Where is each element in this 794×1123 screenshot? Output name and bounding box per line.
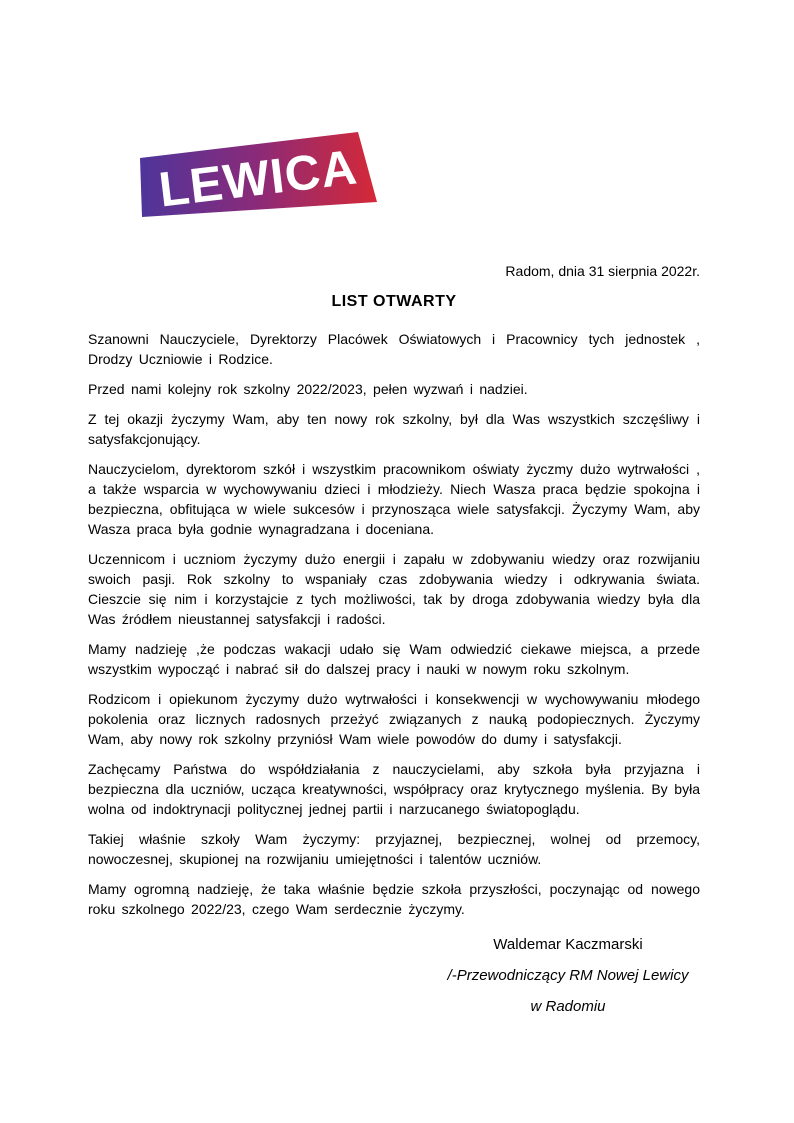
letter-paragraph-students: Uczennicom i uczniom życzymy dużo energii i zapału w zdobywaniu wiedzy oraz rozwijaniu swoich pasji. Rok szkolny to wspaniały czas zdobywania wiedzy i odkrywania świata. Cieszcie się nim i korzystajcie z tych możliwości, tak by droga zdobywania wiedzy była dla Was źródłem nieustannej satysfakcji i radości. (88, 551, 700, 627)
signature-role: /-Przewodniczący RM Nowej Lewicy (447, 967, 689, 984)
signature-name: Waldemar Kaczmarski (493, 936, 643, 953)
letter-paragraph-new-year: Przed nami kolejny rok szkolny 2022/2023, pełen wyzwań i nadziei. (88, 381, 528, 397)
lewica-logo-text: LEWICA (156, 140, 361, 218)
letter-paragraph-school-vision: Takiej właśnie szkoły Wam życzymy: przyjaznej, bezpiecznej, wolnej od przemocy, nowoczesnej, skupionej na rozwijaniu umiejętności i talentów uczniów. (88, 831, 700, 867)
letter-paragraph-closing: Mamy ogromną nadzieję, że taka właśnie będzie szkoła przyszłości, poczynając od nowego roku szkolnego 2022/23, czego Wam serdecznie życzymy. (88, 881, 700, 917)
signature-place: w Radomiu (530, 998, 606, 1015)
letter-paragraph-holidays: Mamy nadzieję ,że podczas wakacji udało się Wam odwiedzić ciekawe miejsca, a przede wszystkim wypocząć i nabrać sił do dalszej pracy i nauki w nowym roku szkolnym. (88, 641, 700, 677)
letter-paragraph-cooperation: Zachęcamy Państwa do współdziałania z nauczycielami, aby szkoła była przyjazna i bezpieczna dla uczniów, ucząca kreatywności, współpracy oraz krytycznego myślenia. By była wolna od indoktrynacji politycznej jednej partii i narzucanego światopoglądu. (88, 761, 700, 817)
letter-title: LIST OTWARTY (331, 293, 457, 310)
letter-paragraph-wishes-all: Z tej okazji życzymy Wam, aby ten nowy rok szkolny, był dla Was wszystkich szczęśliwy i satysfakcjonujący. (88, 411, 700, 447)
letter-paragraph-teachers: Nauczycielom, dyrektorom szkół i wszystkim pracownikom oświaty życzmy dużo wytrwałości , a także wsparcia w wychowywaniu dzieci i młodzieży. Niech Wasza praca będzie spokojna i bezpieczna, obfitująca w wiele sukcesów i przynosząca wiele satysfakcji. Życzymy Wam, aby Wasza praca była godnie wynagradzana i doceniana. (88, 461, 700, 537)
lewica-logo-banner (135, 125, 385, 225)
letter-paragraph-parents: Rodzicom i opiekunom życzymy dużo wytrwałości i konsekwencji w wychowywaniu młodego pokolenia oraz licznych radosnych przeżyć związanych z nauką podopiecznych. Życzymy Wam, aby nowy rok szkolny przyniósł Wam wiele powodów do dumy i satysfakcji. (88, 691, 700, 747)
signature-block (440, 929, 696, 1022)
lewica-logo (135, 125, 385, 225)
letter-body (88, 262, 700, 1022)
letter-paragraph-salutation: Szanowni Nauczyciele, Dyrektorzy Placówek Oświatowych i Pracownicy tych jednostek , Drodzy Uczniowie i Rodzice. (88, 331, 700, 367)
dateline: Radom, dnia 31 sierpnia 2022r. (505, 263, 700, 279)
